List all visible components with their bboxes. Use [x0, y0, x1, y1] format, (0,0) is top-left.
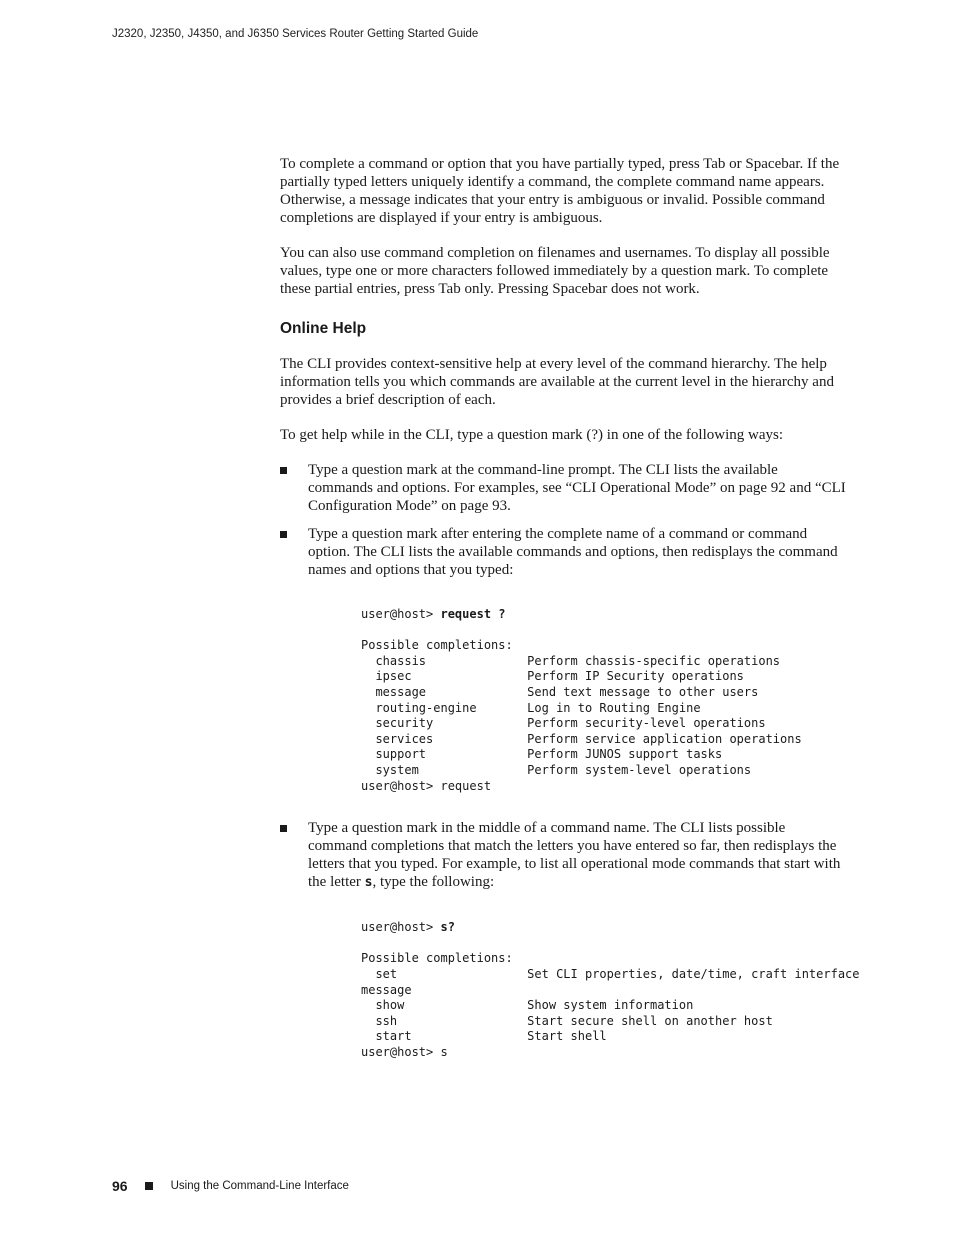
running-header: J2320, J2350, J4350, and J6350 Services Router Getting Started Guide	[112, 28, 479, 40]
bullet-text: Type a question mark after entering the complete name of a command or command option. The CLI lists the available commands and options, then redisplays the command names and options that you typed:	[308, 526, 838, 578]
bullet-item-partial-help	[280, 819, 860, 1060]
code-command: request ?	[440, 607, 506, 621]
bullet-square-icon	[280, 825, 287, 832]
bullet-square-icon	[280, 531, 287, 538]
code-example-s	[361, 920, 860, 1060]
footer-square-icon	[145, 1182, 153, 1190]
inline-code-letter: s	[364, 875, 373, 891]
paragraph-context-help: The CLI provides context-sensitive help at every level of the command hierarchy. The help information tells you which commands are available at the current level in the hierarchy and provides a brief description of each.	[280, 356, 834, 408]
bullet-text: Type a question mark at the command-line prompt. The CLI lists the available commands and options. For examples, see “CLI Operational Mode” on page 92 and “CLI Configuration Mode” on page 93.	[308, 462, 846, 514]
code-command: s?	[440, 920, 455, 935]
paragraph-filename-completion: You can also use command completion on filenames and usernames. To display all possible values, type one or more characters followed immediately by a question mark. To complete these partial entries, press Tab only. Pressing Spacebar does not work.	[280, 245, 830, 297]
code-output: Possible completions: set Set CLI properties, date/time, craft interface message show Show system information ssh Start secure shell on another host start Start shell user@host> s	[361, 951, 860, 1059]
paragraph-command-completion: To complete a command or option that you have partially typed, press Tab or Spacebar. If the partially typed letters uniquely identify a command, the complete command name appears. Otherwise, a message indicates that your entry is ambiguous or invalid. Possible command completions are displayed if your entry is ambiguous.	[280, 156, 840, 226]
page-number: 96	[112, 1178, 128, 1194]
page-footer	[112, 1178, 349, 1194]
bullet-item-command-help	[280, 525, 846, 794]
bullet-text-end: , type the following:	[372, 874, 495, 891]
footer-section-title: Using the Command-Line Interface	[170, 1180, 349, 1192]
code-prompt: user@host>	[361, 607, 441, 621]
bullet-item-prompt-help	[280, 461, 846, 515]
code-prompt: user@host>	[361, 920, 441, 935]
main-content	[280, 155, 860, 1085]
section-heading-online-help: Online Help	[280, 320, 367, 337]
paragraph-help-ways: To get help while in the CLI, type a question mark (?) in one of the following ways:	[280, 427, 783, 443]
code-example-request	[361, 607, 846, 794]
code-output: Possible completions: chassis Perform chassis-specific operations ipsec Perform IP Security operations message Send text message to other users routing-engine Log in to Routing Engine security Perform security-level operations services Perform service application operations support Perform JUNOS support tasks system Perform system-level operations user@host> request	[361, 638, 802, 793]
bullet-square-icon	[280, 467, 287, 474]
bullet-text: Type a question mark in the middle of a command name. The CLI lists possible command completions that match the letters you have entered so far, then redisplays the letters that you typed. For example, to list all operational mode commands that start with the letter	[308, 820, 841, 891]
